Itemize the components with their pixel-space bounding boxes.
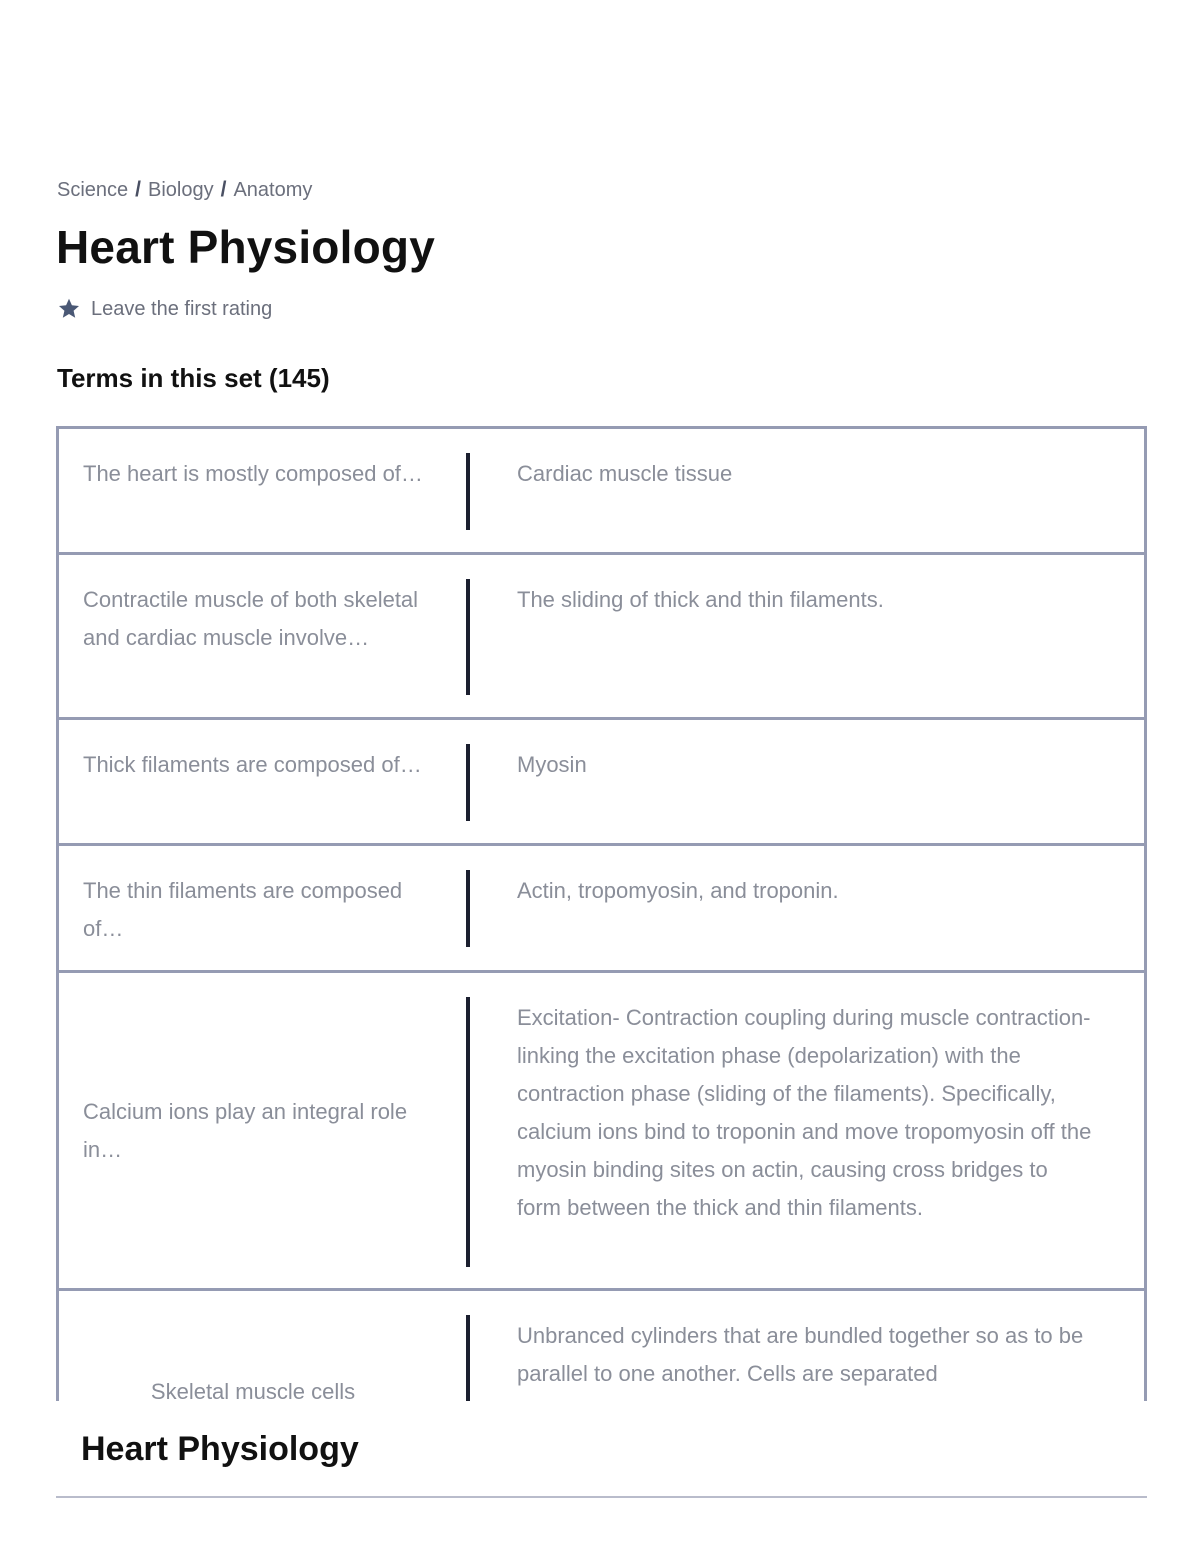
page-title: Heart Physiology	[56, 221, 435, 273]
term-divider	[466, 870, 470, 947]
definition-text: Actin, tropomyosin, and troponin.	[517, 878, 839, 903]
footer-divider	[56, 1496, 1147, 1498]
rating-link[interactable]	[57, 297, 272, 321]
term-divider	[466, 997, 470, 1267]
star-icon	[57, 297, 81, 321]
term-divider	[466, 1315, 470, 1401]
term-card[interactable]	[56, 426, 1147, 555]
term-text: The thin filaments are composed of…	[83, 878, 403, 941]
definition-text: The sliding of thick and thin filaments.	[517, 587, 884, 612]
definition-text: Excitation- Contraction coupling during muscle contraction- linking the excitation phase (depolarization) with the contraction phase (sliding of the filaments). Specifically, calcium ions bind to troponin and move tropomyosin off the myosin binding sites on actin, causing cross bridges to form between the thick and thin filaments.	[517, 1005, 1092, 1220]
term-card[interactable]	[56, 843, 1147, 973]
rating-label: Leave the first rating	[91, 297, 273, 320]
term-text: Thick filaments are composed of…	[83, 752, 422, 777]
breadcrumb-separator: /	[135, 178, 141, 201]
term-card[interactable]	[56, 717, 1147, 846]
breadcrumb	[57, 178, 312, 202]
term-divider	[466, 453, 470, 530]
term-card[interactable]	[56, 970, 1147, 1291]
breadcrumb-item-biology[interactable]: Biology	[148, 178, 214, 201]
footer-title: Heart Physiology	[81, 1430, 359, 1468]
terms-list	[56, 426, 1147, 1401]
breadcrumb-separator: /	[220, 178, 227, 201]
term-card[interactable]	[56, 1288, 1147, 1401]
term-card[interactable]	[56, 552, 1147, 720]
definition-text: Unbranced cylinders that are bundled together so as to be parallel to one another. Cells are separated	[517, 1323, 1084, 1386]
breadcrumb-item-science[interactable]: Science	[57, 178, 129, 201]
terms-heading: Terms in this set (145)	[57, 363, 330, 393]
breadcrumb-item-anatomy[interactable]: Anatomy	[233, 178, 313, 201]
term-text: Skeletal muscle cells	[150, 1379, 356, 1401]
term-text: Contractile muscle of both skeletal and cardiac muscle involve…	[83, 587, 419, 650]
term-divider	[466, 744, 470, 821]
definition-text: Myosin	[517, 752, 587, 777]
definition-text: Cardiac muscle tissue	[517, 461, 733, 486]
term-divider	[466, 579, 470, 695]
term-text: Calcium ions play an integral role in…	[83, 1099, 408, 1162]
term-text: The heart is mostly composed of…	[83, 461, 423, 486]
